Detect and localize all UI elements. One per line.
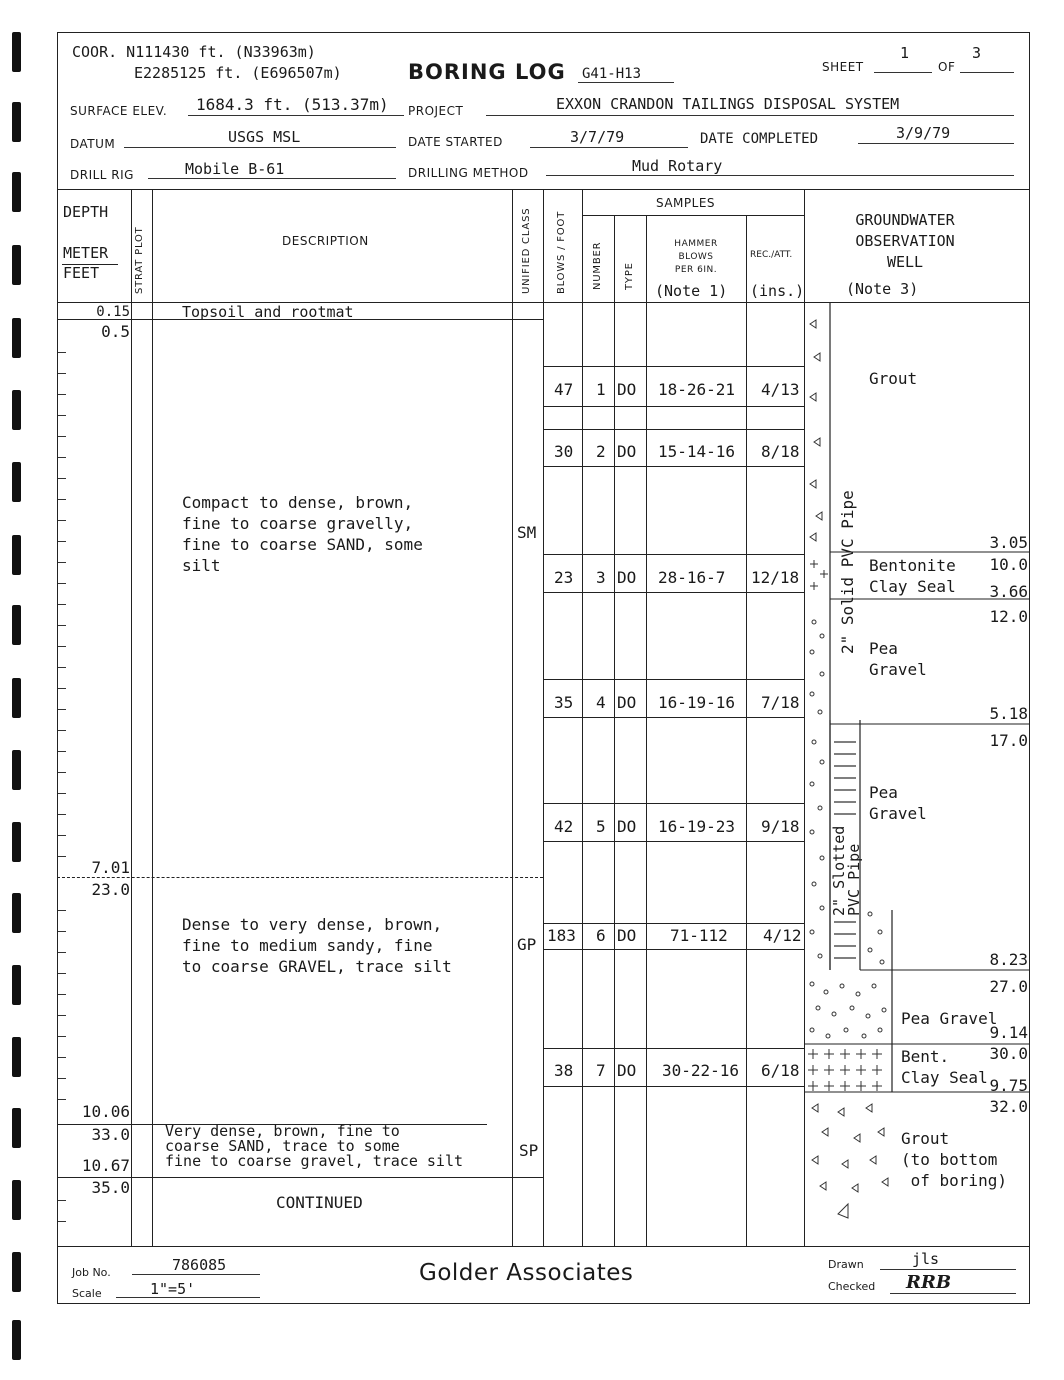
- strat-plot-header: STRAT PLOT: [134, 226, 145, 294]
- rec-att-header: REC./ATT.: [750, 250, 793, 260]
- sample-type: DO: [617, 380, 637, 399]
- depth-header: DEPTH: [63, 203, 109, 221]
- gp-class: GP: [517, 935, 537, 954]
- date-started-label: DATE STARTED: [408, 135, 503, 149]
- sheet-total: 3: [972, 44, 982, 62]
- sheet-label: SHEET: [822, 60, 864, 74]
- sm-class: SM: [517, 523, 537, 542]
- sample-type: DO: [617, 1061, 637, 1080]
- depth-value: 7.01: [91, 858, 130, 877]
- coordinates-north: COOR. N111430 ft. (N33963m): [72, 43, 316, 61]
- sample-number: 1: [596, 380, 606, 399]
- well-note: (Note 3): [846, 280, 919, 298]
- well-depth: 10.0: [989, 555, 1028, 574]
- blows-per-foot: 38: [554, 1061, 574, 1080]
- blows-per-foot: 47: [554, 380, 574, 399]
- datum-value: USGS MSL: [228, 128, 301, 146]
- depth-value: 0.5: [101, 322, 130, 341]
- hammer-blows: 30-22-16: [662, 1061, 740, 1080]
- sample-number: 5: [596, 817, 606, 836]
- drilling-method-label: DRILLING METHOD: [408, 166, 529, 180]
- observation-well-header: GROUNDWATER OBSERVATION WELL: [855, 211, 955, 271]
- sample-type: DO: [617, 693, 637, 712]
- scale-value: 1"=5': [150, 1280, 196, 1298]
- well-depth: 12.0: [989, 607, 1028, 626]
- hammer-blows: 71-112: [670, 926, 728, 945]
- surface-elevation: 1684.3 ft. (513.37m): [196, 95, 389, 114]
- job-no-label: Job No.: [72, 1266, 111, 1279]
- job-number: 786085: [172, 1256, 227, 1274]
- blows-per-foot: 30: [554, 442, 574, 461]
- bentonite-seal-label: Bent. Clay Seal: [901, 1047, 988, 1087]
- hammer-blows: 18-26-21: [658, 380, 736, 399]
- datum-label: DATUM: [70, 137, 116, 151]
- meter-header: METER: [63, 244, 109, 262]
- sm-description: Compact to dense, brown, fine to coarse gravelly, fine to coarse SAND, some silt: [182, 493, 423, 575]
- recovery: 6/18: [761, 1061, 800, 1080]
- project-name: EXXON CRANDON TAILINGS DISPOSAL SYSTEM: [556, 95, 900, 113]
- continued-label: CONTINUED: [276, 1193, 363, 1212]
- well-depth: 9.14: [989, 1023, 1028, 1042]
- unified-class-header: UNIFIED CLASS: [521, 207, 532, 294]
- surface-elev-label: SURFACE ELEV.: [70, 104, 168, 118]
- feet-header: FEET: [63, 264, 100, 282]
- description-header: DESCRIPTION: [282, 234, 369, 248]
- well-depth: 8.23: [989, 950, 1028, 969]
- hammer-blows: 16-19-23: [658, 817, 736, 836]
- sample-type: DO: [617, 568, 637, 587]
- hammer-blows: 16-19-16: [658, 693, 736, 712]
- sheet-number: 1: [900, 44, 910, 62]
- coordinates-east: E2285125 ft. (E696507m): [134, 64, 342, 82]
- number-header: NUMBER: [592, 241, 603, 290]
- checked-by-signature: RRB: [906, 1272, 952, 1293]
- blows-foot-header: BLOWS / FOOT: [556, 210, 567, 294]
- boring-log-id: G41-H13: [582, 66, 642, 82]
- well-depth: 32.0: [989, 1097, 1028, 1116]
- sample-number: 4: [596, 693, 606, 712]
- scale-label: Scale: [72, 1287, 102, 1300]
- drawn-label: Drawn: [828, 1258, 864, 1271]
- well-depth: 5.18: [989, 704, 1028, 723]
- slotted-pvc-pipe-label: 2" Slotted PVC Pipe: [830, 825, 863, 916]
- solid-pvc-pipe-label: 2" Solid PVC Pipe: [838, 490, 857, 654]
- recovery: 4/12: [763, 926, 802, 945]
- blows-per-foot: 42: [554, 817, 574, 836]
- recovery: 8/18: [761, 442, 800, 461]
- date-started: 3/7/79: [570, 128, 625, 146]
- sample-number: 2: [596, 442, 606, 461]
- depth-value: 0.15: [96, 304, 130, 320]
- blows-per-foot: 183: [547, 926, 576, 945]
- pea-gravel-label: Pea Gravel: [869, 639, 927, 679]
- rec-units: (ins.): [750, 282, 805, 300]
- company-name: Golder Associates: [419, 1260, 634, 1286]
- well-grout-top: Grout: [869, 369, 918, 388]
- recovery: 7/18: [761, 693, 800, 712]
- depth-value: 10.06: [81, 1102, 130, 1121]
- hammer-note: (Note 1): [655, 282, 728, 300]
- hammer-blows: 28-16-7: [658, 568, 726, 587]
- depth-value: 33.0: [91, 1125, 130, 1144]
- well-depth: 3.05: [989, 533, 1028, 552]
- sample-type: DO: [617, 817, 637, 836]
- hammer-blows-header: HAMMER BLOWS PER 6IN.: [674, 239, 718, 275]
- topsoil-description: Topsoil and rootmat: [182, 303, 354, 321]
- well-depth: 9.75: [989, 1076, 1028, 1095]
- drilling-method: Mud Rotary: [632, 157, 723, 175]
- well-depth: 27.0: [989, 977, 1028, 996]
- sp-description: Very dense, brown, fine to coarse SAND, trace to some fine to coarse gravel, trace silt: [165, 1122, 464, 1170]
- sample-type: DO: [617, 926, 637, 945]
- of-label: OF: [938, 60, 956, 74]
- recovery: 12/18: [751, 568, 800, 587]
- bentonite-seal-label: Bentonite Clay Seal: [869, 556, 956, 596]
- blows-per-foot: 23: [554, 568, 574, 587]
- form-title: BORING LOG: [408, 60, 566, 84]
- checked-label: Checked: [828, 1280, 876, 1293]
- sp-class: SP: [519, 1141, 539, 1160]
- pea-gravel-label: Pea Gravel: [901, 1009, 998, 1028]
- date-completed: 3/9/79: [896, 124, 951, 142]
- depth-value: 23.0: [91, 880, 130, 899]
- recovery: 9/18: [761, 817, 800, 836]
- well-depth: 30.0: [989, 1044, 1028, 1063]
- drill-rig-label: DRILL RIG: [70, 168, 134, 182]
- well-depth: 17.0: [989, 731, 1028, 750]
- pea-gravel-label: Pea Gravel: [869, 783, 927, 823]
- date-completed-label: DATE COMPLETED: [700, 131, 819, 147]
- blows-per-foot: 35: [554, 693, 574, 712]
- type-header: TYPE: [624, 262, 635, 290]
- hammer-blows: 15-14-16: [658, 442, 736, 461]
- depth-value: 35.0: [91, 1178, 130, 1197]
- sample-number: 3: [596, 568, 606, 587]
- well-depth: 3.66: [989, 582, 1028, 601]
- gp-description: Dense to very dense, brown, fine to medium sandy, fine to coarse GRAVEL, trace silt: [182, 915, 452, 976]
- project-label: PROJECT: [408, 104, 464, 118]
- sample-type: DO: [617, 442, 637, 461]
- depth-value: 10.67: [81, 1156, 130, 1175]
- sample-number: 7: [596, 1061, 606, 1080]
- drawn-by: jls: [912, 1250, 940, 1268]
- recovery: 4/13: [761, 380, 800, 399]
- well-grout-bottom: Grout (to bottom of boring): [901, 1129, 1007, 1190]
- samples-header: SAMPLES: [656, 196, 716, 210]
- drill-rig: Mobile B-61: [185, 160, 285, 178]
- sample-number: 6: [596, 926, 606, 945]
